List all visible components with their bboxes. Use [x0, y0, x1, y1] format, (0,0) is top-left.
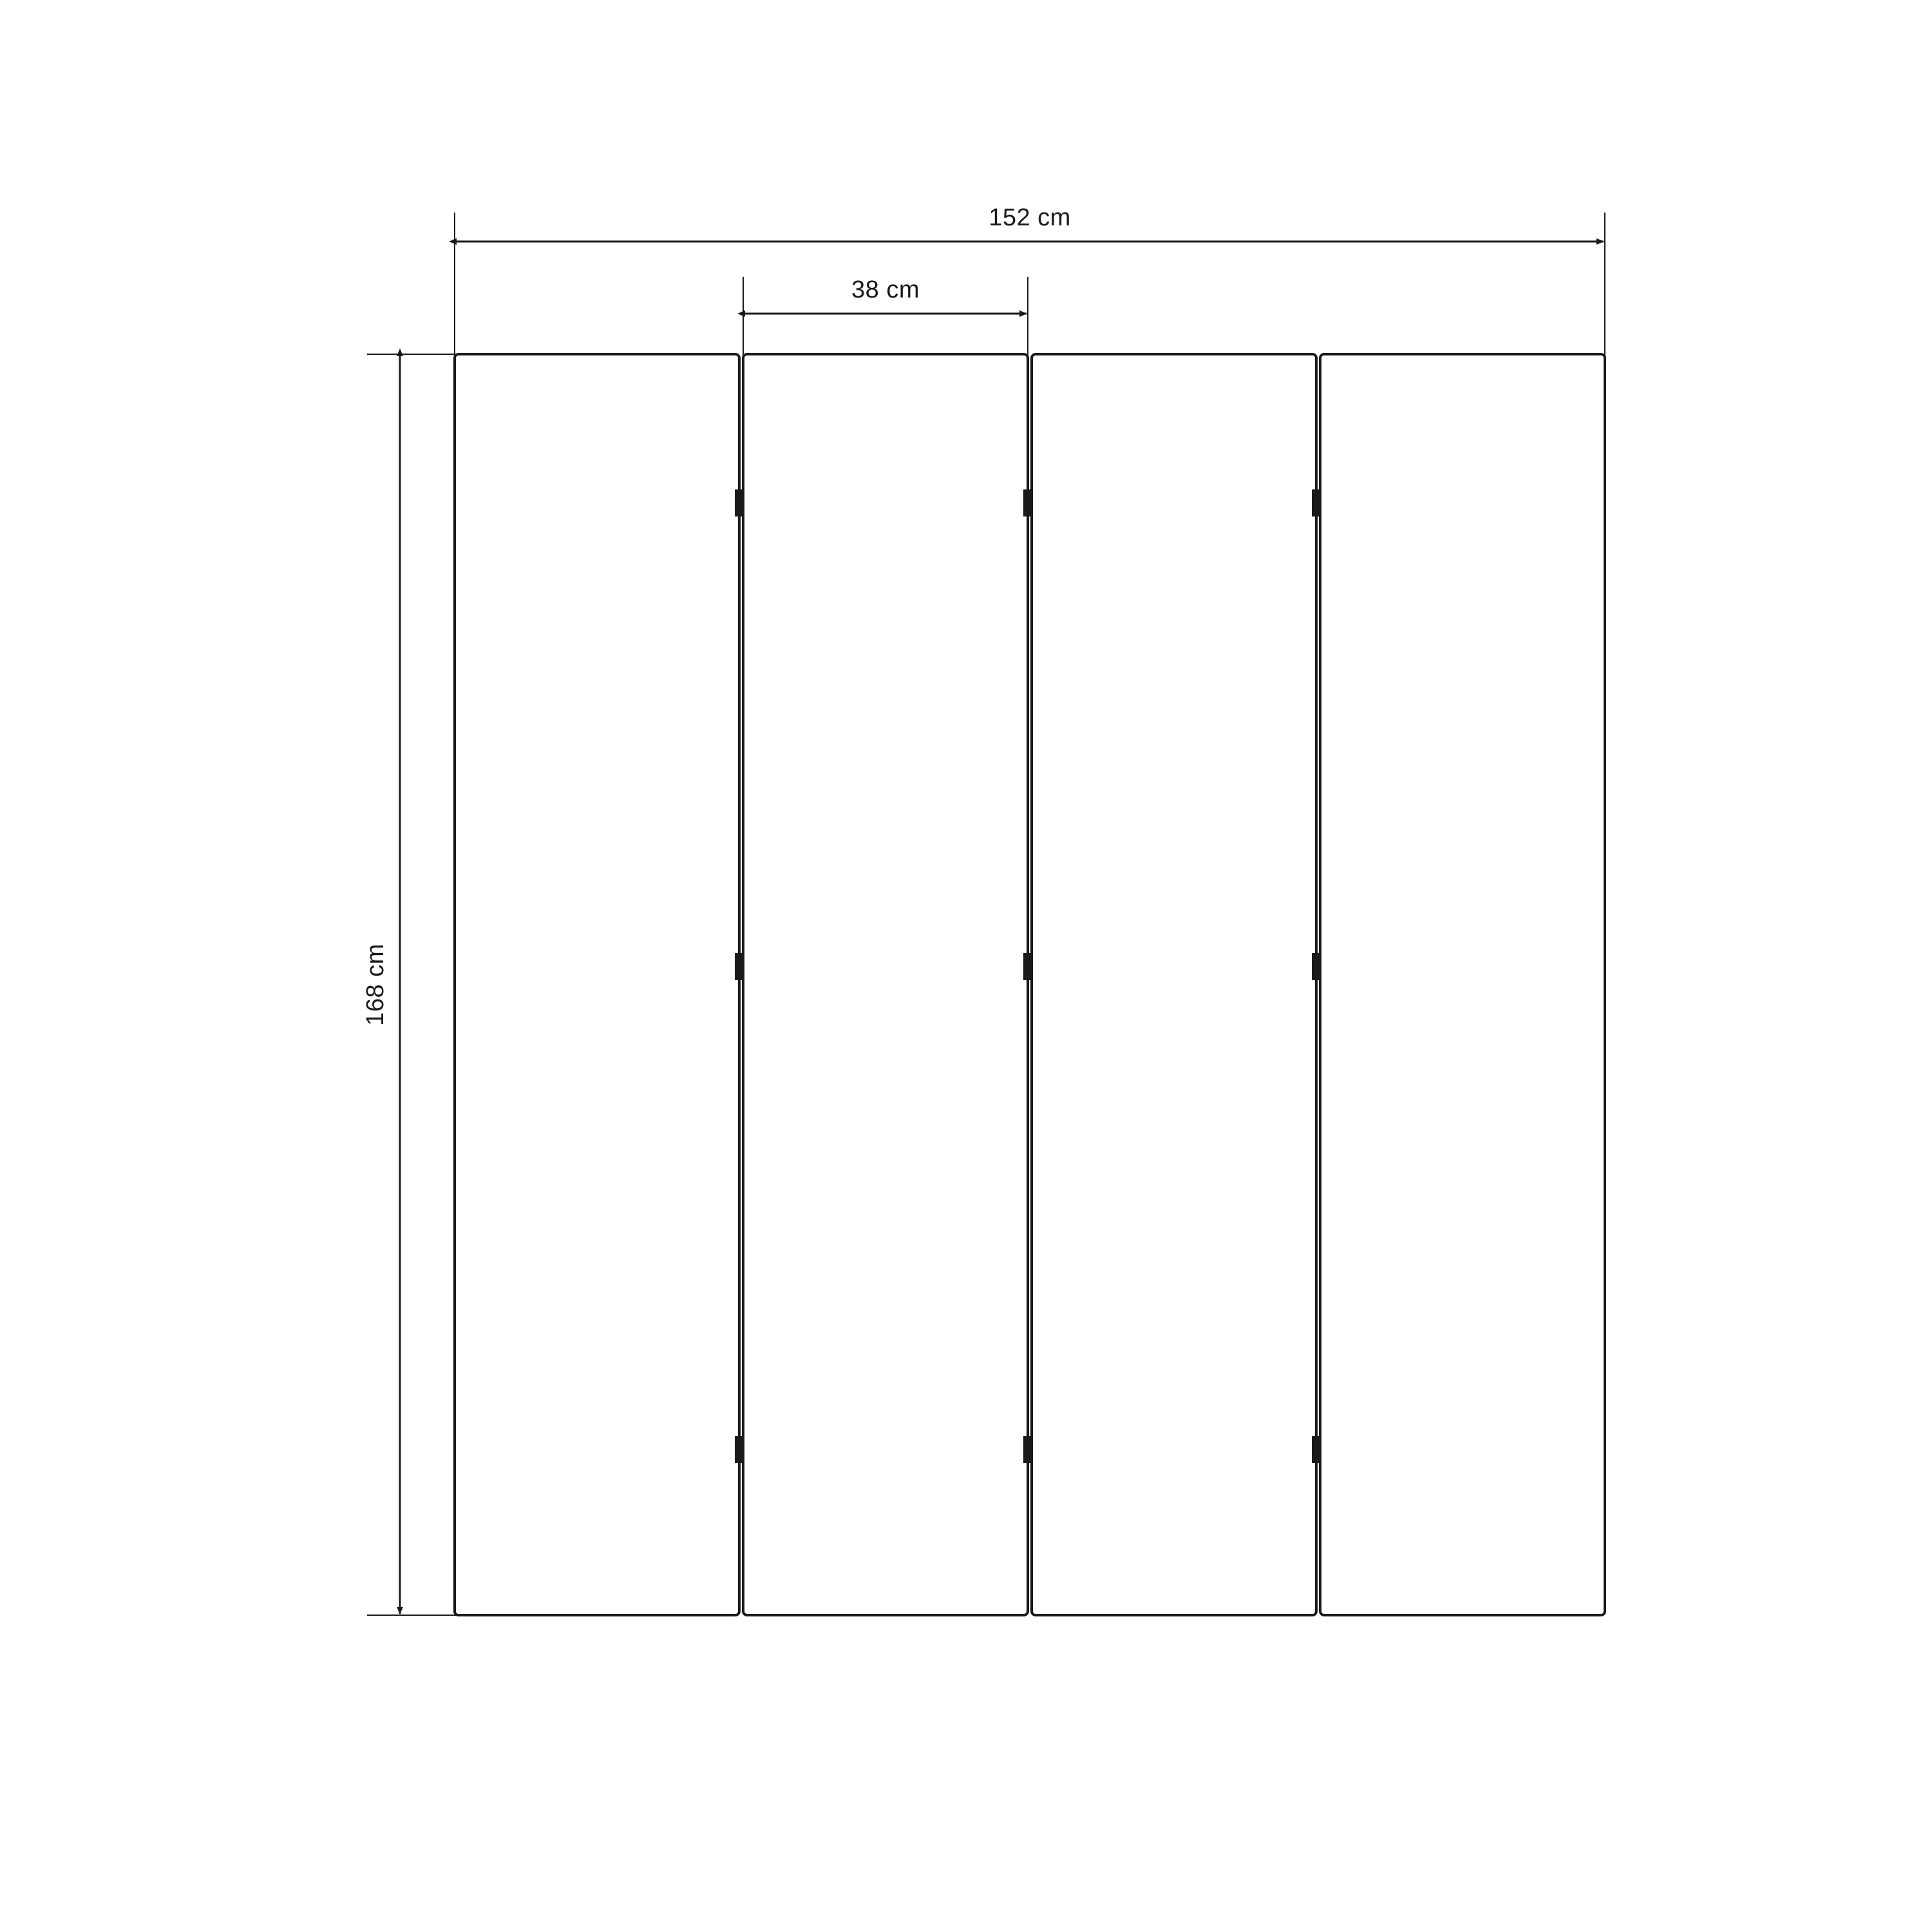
panel-3: [1032, 354, 1316, 1615]
panel-width-label: 38 cm: [851, 276, 920, 303]
total-width-label: 152 cm: [989, 204, 1071, 231]
hinge-icon: [1312, 953, 1320, 980]
hinge-icon: [735, 953, 743, 980]
height-dimension: [362, 354, 462, 1615]
hinge-icon: [1023, 489, 1032, 516]
panel-2: [743, 354, 1028, 1615]
hinge-icon: [735, 489, 743, 516]
hinge-icon: [1023, 1436, 1032, 1463]
hinge-icon: [1312, 489, 1320, 516]
hinge-icon: [735, 1436, 743, 1463]
panel-1: [455, 354, 739, 1615]
panel-4: [1320, 354, 1605, 1615]
height-label: 168 cm: [362, 943, 389, 1026]
hinge-icon: [1023, 953, 1032, 980]
panel-group: [455, 354, 1605, 1615]
panel-width-dimension: [743, 276, 1028, 361]
hinge-icon: [1312, 1436, 1320, 1463]
total-width-dimension: [455, 204, 1605, 361]
